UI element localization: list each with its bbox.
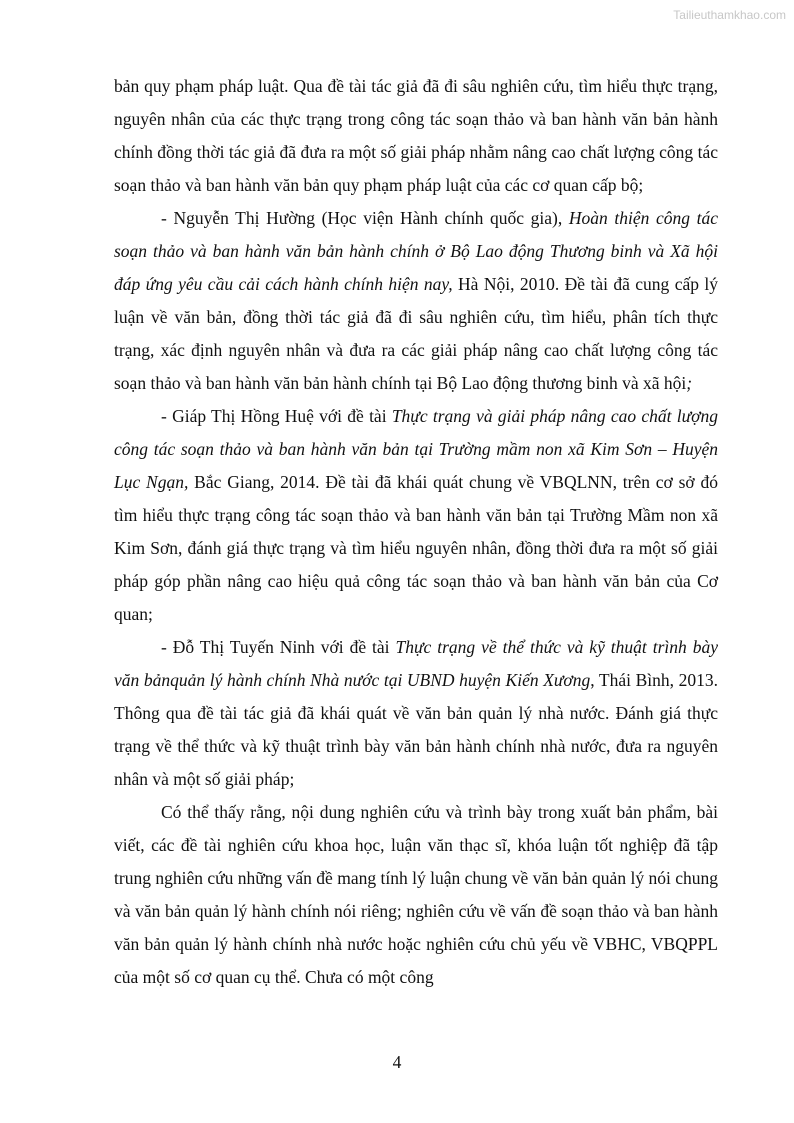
page-number: 4 xyxy=(392,1052,402,1072)
paragraph-p2 xyxy=(114,202,718,400)
text-run: , Thái Bình, 2013. Thông qua đề tài tác giả đã khái quát về văn bản quản lý nhà nước. Đánh giá thực trạng về thể thức và kỹ thuật trình bày văn bản hành chính nhà nước, đưa ra nguyên nhân và một số giải pháp; xyxy=(114,670,718,789)
italic-text-run: Thực trạng và giải pháp nâng cao chất lượng công tác soạn thảo và ban hành văn bản tại Trường mầm non xã Kim Sơn – Huyện Lục Ngạn, xyxy=(114,406,718,492)
italic-text-run: Thực trạng về thể thức và kỹ thuật trình bày văn bảnquản lý hành chính Nhà nước tại UBND huyện Kiến Xương xyxy=(114,637,718,690)
text-run: Có thể thấy rằng, nội dung nghiên cứu và trình bày trong xuất bản phẩm, bài viết, các đề tài nghiên cứu khoa học, luận văn thạc sĩ, khóa luận tốt nghiệp đã tập trung nghiên cứu những vấn đề mang tính lý luận chung về văn bản quản lý nói chung và văn bản quản lý hành chính nói riêng; nghiên cứu về vấn đề soạn thảo và ban hành văn bản quản lý hành chính nhà nước hoặc nghiên cứu chủ yếu về VBHC, VBQPPL của một số cơ quan cụ thể. Chưa có một công xyxy=(114,802,718,987)
text-run: - Giáp Thị Hồng Huệ với đề tài xyxy=(161,406,392,426)
paragraph-p3 xyxy=(114,400,718,631)
italic-text-run: Hoàn thiện công tác soạn thảo và ban hành văn bản hành chính ở Bộ Lao động Thương binh và Xã hội đáp ứng yêu cầu cải cách hành chính hiện nay, xyxy=(114,208,718,294)
text-run: - Nguyễn Thị Hường (Học viện Hành chính quốc gia), xyxy=(161,208,569,228)
text-run: Hà Nội, 2010. Đề tài đã cung cấp lý luận về văn bản, đồng thời tác giả đã đi sâu nghiên cứu, tìm hiểu, phân tích thực trạng, xác định nguyên nhân và đưa ra các giải pháp nâng cao chất lượng công tác soạn thảo và ban hành văn bản hành chính tại Bộ Lao động thương binh và xã hội xyxy=(114,274,718,393)
paragraph-p4 xyxy=(114,631,718,796)
paragraph-p1 xyxy=(114,70,718,202)
document-body xyxy=(114,70,718,994)
paragraph-p5 xyxy=(114,796,718,994)
italic-text-run: ; xyxy=(686,373,693,393)
text-run: bản quy phạm pháp luật. Qua đề tài tác giả đã đi sâu nghiên cứu, tìm hiểu thực trạng, nguyên nhân của các thực trạng trong công tác soạn thảo và ban hành văn bản hành chính đồng thời tác giả đã đưa ra một số giải pháp nhằm nâng cao chất lượng công tác soạn thảo và ban hành văn bản quy phạm pháp luật của các cơ quan cấp bộ; xyxy=(114,76,718,195)
text-run: Bắc Giang, 2014. Đề tài đã khái quát chung về VBQLNN, trên cơ sở đó tìm hiểu thực trạng công tác soạn thảo và ban hành văn bản tại Trường Mầm non xã Kim Sơn, đánh giá thực trạng và tìm hiểu nguyên nhân, đồng thời đưa ra một số giải pháp góp phần nâng cao hiệu quả công tác soạn thảo và ban hành văn bản của Cơ quan; xyxy=(114,472,718,624)
watermark-text: Tailieuthamkhao.com xyxy=(673,8,786,22)
text-run: - Đỗ Thị Tuyến Ninh với đề tài xyxy=(161,637,396,657)
